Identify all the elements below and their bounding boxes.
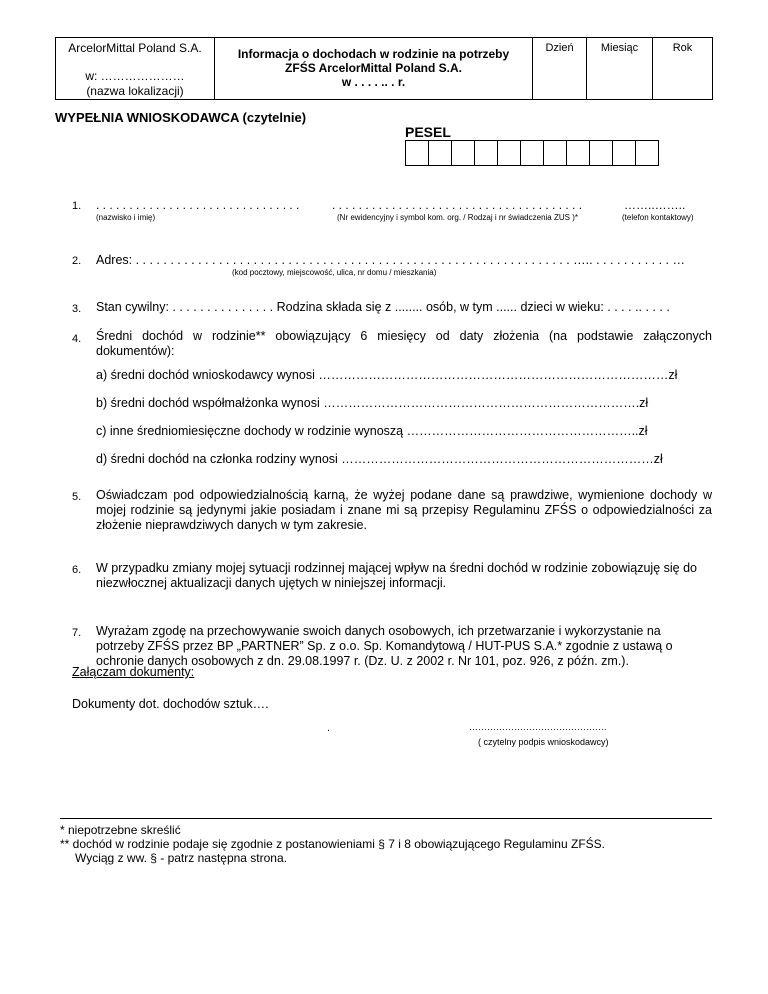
phone-caption: (telefon kontaktowy) [622, 213, 694, 222]
header-table [55, 37, 713, 100]
spouse-income-field[interactable]: b) średni dochód współmałżonka wynosi ………………………………………………………………….zł [96, 396, 649, 410]
address-field[interactable]: Adres: . . . . . . . . . . . . . . . . . . . . . . . . . . . . . . . . . . . . . . . . . . . . . . . . . . . . . . . . . . . . . . . ….. . . . . . . . . . . . … [96, 253, 686, 267]
item-number: 1. [72, 200, 82, 212]
footnote-divider [60, 818, 712, 819]
applicant-income-field[interactable]: a) średni dochód wnioskodawcy wynosi …………………………………………………………………………zł [96, 368, 678, 382]
pesel-digit-box[interactable] [589, 140, 613, 166]
pesel-digit-box[interactable] [451, 140, 475, 166]
pesel-digit-box[interactable] [635, 140, 659, 166]
title-line-1: Informacja o dochodach w rodzinie na potrzeby [237, 47, 510, 61]
other-income-field[interactable]: c) inne średniomiesięczne dochody w rodzinie wynoszą ………………………………………………..zł [96, 424, 648, 438]
item-number: 6. [72, 564, 82, 576]
pesel-digit-box[interactable] [497, 140, 521, 166]
name-caption: (nazwisko i imię) [96, 213, 156, 222]
phone-field[interactable]: ……..…….. [624, 198, 686, 212]
pesel-digit-box[interactable] [543, 140, 567, 166]
location-line[interactable]: w: ………………… [85, 69, 185, 83]
company-name: ArcelorMittal Poland S.A. [68, 41, 202, 55]
footnote-1: * niepotrzebne skreślić [60, 823, 181, 837]
attachments-count-field[interactable]: Dokumenty dot. dochodów sztuk…. [72, 697, 269, 711]
pesel-digit-box[interactable] [520, 140, 544, 166]
pesel-input-grid[interactable] [405, 140, 659, 166]
pesel-digit-box[interactable] [612, 140, 636, 166]
pesel-digit-box[interactable] [428, 140, 452, 166]
signature-caption: ( czytelny podpis wnioskodawcy) [478, 737, 609, 747]
signature-dot: . [327, 722, 331, 734]
footnote-2: ** dochód w rodzinie podaje się zgodnie z postanowieniami § 7 i 8 obowiązującego Regulaminu ZFŚS. [60, 837, 605, 851]
item-number: 5. [72, 491, 82, 503]
item-number: 2. [72, 255, 82, 267]
pesel-label: PESEL [405, 124, 451, 140]
update-obligation-text: W przypadku zmiany mojej sytuacji rodzinnej mającej wpływ na średni dochód w rodzinie zobowiązuję się do niezwłocznej aktualizacji danych ujętych w niniejszej informacji. [96, 561, 697, 590]
name-field[interactable]: . . . . . . . . . . . . . . . . . . . . . . . . . . . . . . . [96, 198, 300, 212]
item-number: 7. [72, 627, 82, 639]
pesel-digit-box[interactable] [405, 140, 429, 166]
employee-number-field[interactable]: . . . . . . . . . . . . . . . . . . . . . . . . . . . . . . . . . . . . . . [332, 198, 583, 212]
signature-field[interactable]: ………………………………………. [469, 722, 607, 732]
title-line-2: ZFŚS ArcelorMittal Poland S.A. [285, 61, 462, 75]
company-cell [56, 38, 215, 100]
consent-text: Wyrażam zgodę na przechowywanie swoich danych osobowych, ich przetwarzanie i wykorzystanie na potrzeby ZFŚS przez BP „PARTNER” Sp. z o.o. Sp. Komandytową / HUT-PUS S.A.* zgodnie z ustawą o ochronie danych osobowych z dn. 29.08.1997 r. (Dz. U. z 2002 r. Nr 101, poz. 926, z późn. zm.). [96, 624, 673, 668]
year-field[interactable]: Rok [653, 38, 713, 100]
day-field[interactable]: Dzień [533, 38, 587, 100]
attachments-title: Załączam dokumenty: [72, 665, 195, 679]
per-member-income-field[interactable]: d) średni dochód na członka rodziny wynosi …………………………………………………………………zł [96, 452, 663, 466]
item-number: 4. [72, 333, 82, 345]
income-intro: Średni dochód w rodzinie** obowiązujący 6 miesięcy od daty złożenia (na podstawie załączonych dokumentów): [96, 329, 712, 358]
section-title: WYPEŁNIA WNIOSKODAWCA (czytelnie) [55, 110, 307, 125]
declaration-text: Oświadczam pod odpowiedzialnością karną, że wyżej podane dane są prawdziwe, wymienione dochody w mojej rodzinie są jedynymi jakie posiadam i znane mi są przepisy Regulaminu ZFŚS o odpowiedzialności za złożenie nieprawdziwych danych w tym zakresie. [96, 488, 712, 532]
form-title [215, 38, 533, 100]
marital-status-field[interactable]: Stan cywilny: . . . . . . . . . . . . . . . Rodzina składa się z ........ osób, w tym ...... dzieci w wieku: . . . . .. . . . . [96, 300, 670, 314]
title-line-3[interactable]: w . . . . .. . r. [341, 75, 406, 89]
location-caption: (nazwa lokalizacji) [86, 84, 184, 98]
item-number: 3. [72, 303, 82, 315]
pesel-digit-box[interactable] [566, 140, 590, 166]
footnote-3: Wyciąg z ww. § - patrz następna strona. [75, 851, 287, 865]
pesel-digit-box[interactable] [474, 140, 498, 166]
employee-number-caption: (Nr ewidencyjny i symbol kom. org. / Rodzaj i nr świadczenia ZUS )* [337, 213, 578, 222]
address-caption: (kod pocztowy, miejscowość, ulica, nr domu / mieszkania) [232, 268, 437, 277]
month-field[interactable]: Miesiąc [587, 38, 653, 100]
